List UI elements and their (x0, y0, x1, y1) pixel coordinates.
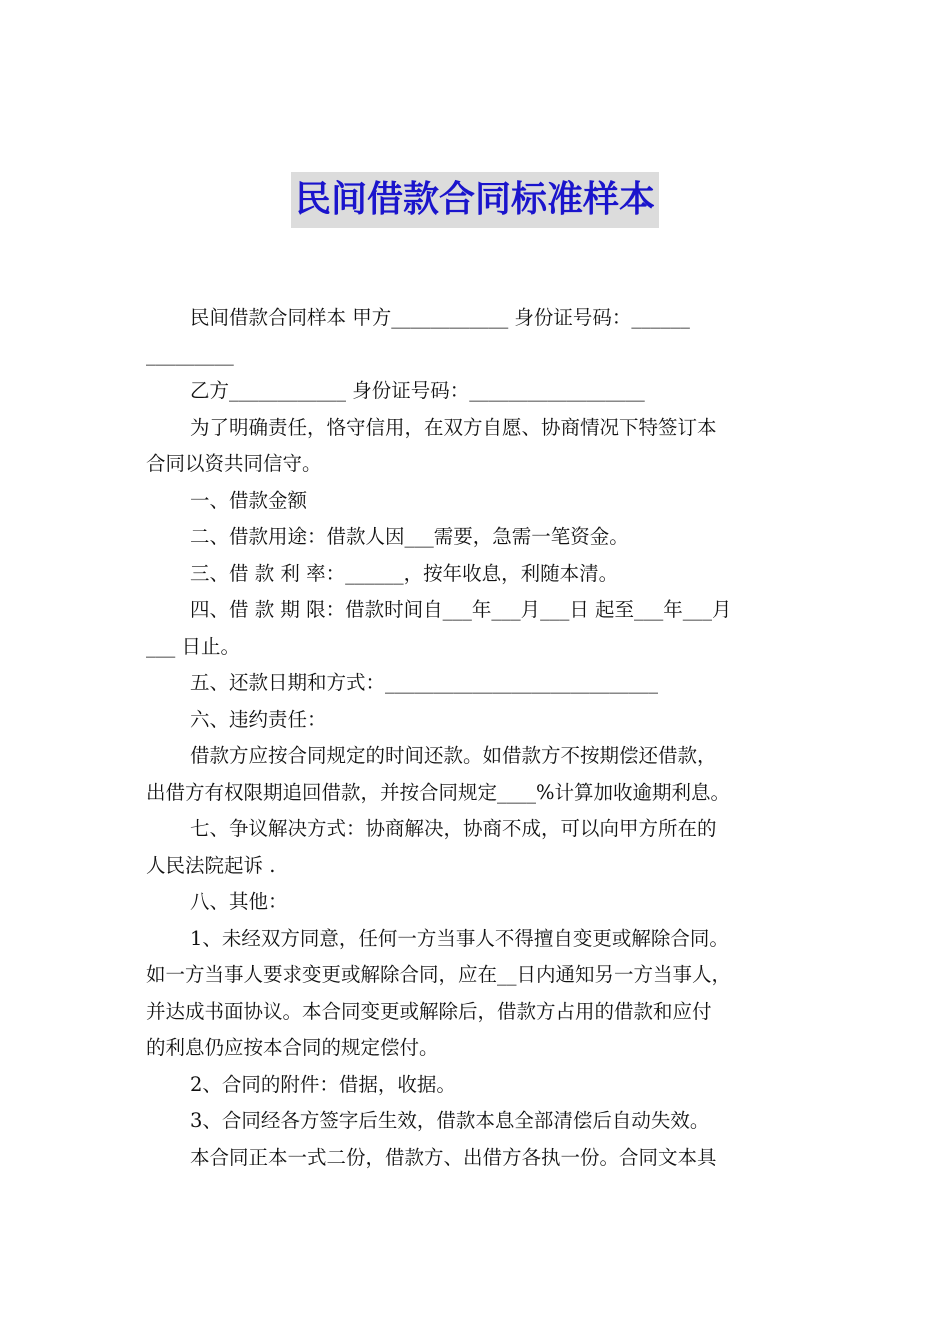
text-line: 并达成书面协议。本合同变更或解除后，借款方占用的借款和应付 (146, 999, 712, 1023)
text-line: 三、借 款 利 率：______，按年收息，利随本清。 (190, 561, 619, 585)
text-line: 一、借款金额 (190, 488, 308, 512)
text-line: 八、其他： (190, 890, 288, 913)
text-line: 的利息仍应按本合同的规定偿付。 (146, 1036, 439, 1059)
text-line: 1、未经双方同意，任何一方当事人不得擅自变更或解除合同。 (190, 926, 729, 950)
text-line: 六、违约责任： (190, 707, 327, 731)
text-line: 乙方____________ 身份证号码：__________________ (190, 379, 645, 402)
text-line: 借款方应按合同规定的时间还款。如借款方不按期偿还借款， (190, 744, 717, 767)
document-title: 民间借款合同标准样本 (291, 172, 659, 228)
text-line: _________ (146, 342, 234, 366)
text-line: 人民法院起诉 . (146, 853, 276, 877)
text-line: 为了明确责任，恪守信用，在双方自愿、协商情况下特签订本 (190, 415, 717, 439)
text-line: 五、还款日期和方式：____________________________ (190, 671, 659, 694)
text-line: ___ 日止。 (146, 634, 240, 658)
text-line: 民间借款合同样本 甲方____________ 身份证号码：______ (190, 306, 690, 329)
text-line: 本合同正本一式二份，借款方、出借方各执一份。合同文本具 (190, 1145, 717, 1169)
text-line: 如一方当事人要求变更或解除合同，应在__日内通知另一方当事人， (146, 963, 732, 986)
title-wrap (0, 172, 950, 228)
text-line: 二、借款用途：借款人因___需要，急需一笔资金。 (190, 525, 629, 548)
text-line: 四、借 款 期 限：借款时间自___年___月___日 起至___年___月 (190, 598, 732, 621)
text-line: 合同以资共同信守。 (146, 452, 322, 475)
text-line: 2、合同的附件：借据，收据。 (190, 1072, 456, 1096)
text-line: 出借方有权限期追回借款，并按合同规定____%计算加收逾期利息。 (146, 780, 731, 804)
document-body (146, 300, 810, 1176)
text-line: 七、争议解决方式：协商解决，协商不成，可以向甲方所在的 (190, 817, 717, 840)
text-line: 3、合同经各方签字后生效，借款本息全部清偿后自动失效。 (190, 1109, 710, 1132)
